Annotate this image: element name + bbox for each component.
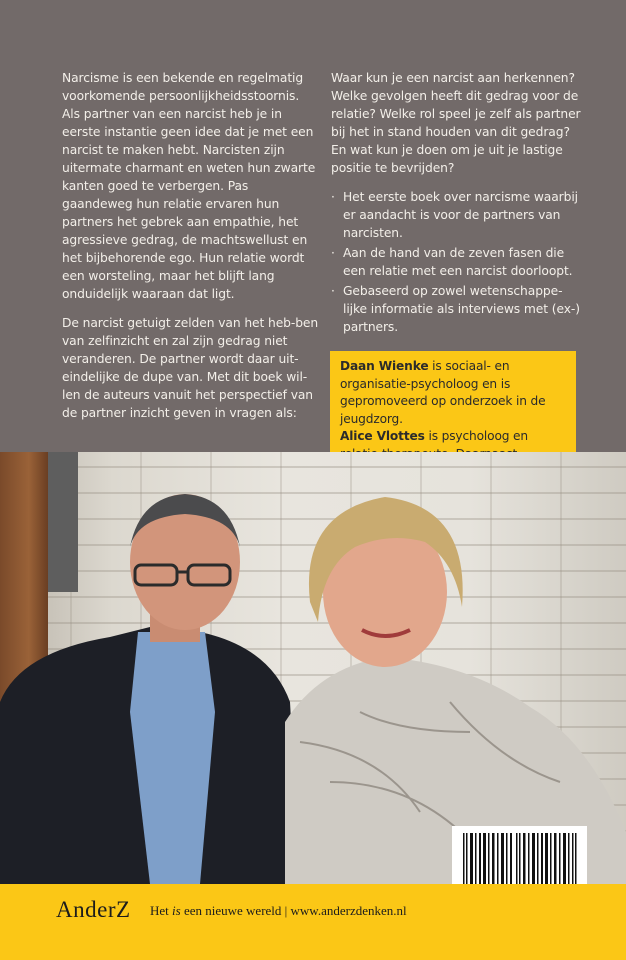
list-item: · Het eerste boek over narcisme waarbij er aandacht is voor de partners van narcisten.	[331, 188, 581, 242]
left-text-column	[62, 69, 320, 433]
author-photo	[0, 452, 626, 884]
author-1-bio: is sociaal- en organisatie-psycholoog en is gepromoveerd op onderzoek in de jeugdzorg.	[340, 359, 546, 426]
tagline-start: Het	[150, 903, 173, 918]
author-2-name: Alice Vlottes	[340, 429, 425, 444]
author-2-bio: is psycholoog en	[428, 429, 528, 444]
list-item: · Aan de hand van de zeven fasen die een relatie met een narcist doorloopt.	[331, 244, 581, 280]
intro-paragraph: Narcisme is een bekende en regelmatig voorkomende persoonlijkheidsstoornis. Als partner van een narcist heb je in eerste instantie geen idee dat je met een narcist te maken hebt. Narcisten zijn uitermate charmant en weten hun zwarte kanten goed te verbergen. Pas gaandeweg hun relatie ervaren hun partners het gebrek aan empathie, het agressieve gedrag, de machtswellust en het bijbehorende ego. Hun relatie wordt een worsteling, maar het blijft lang onduidelijk waaraan dat ligt.	[62, 71, 316, 301]
authors-figures	[0, 452, 626, 884]
author-1	[340, 358, 566, 428]
footer-tagline	[150, 903, 407, 919]
second-paragraph: De narcist getuigt zelden van het heb-ben van zelfinzicht en zal zijn gedrag niet veranderen. De partner wordt daar uit-eindelijke de dupe van. Met dit boek wil-len de auteurs vanuit het perspectief van de partner inzicht geven in vragen als:	[62, 316, 319, 420]
author-1-name: Daan Wienke	[340, 359, 429, 373]
feature-list	[331, 188, 581, 336]
right-text-column	[331, 69, 581, 338]
list-item: · Gebaseerd op zowel wetenschappe-lijke informatie als interviews met (ex-) partners.	[331, 282, 581, 336]
tagline-end: een nieuwe wereld | www.anderzdenken.nl	[180, 903, 407, 918]
questions-paragraph: Waar kun je een narcist aan herkennen? Welke gevolgen heeft dit gedrag voor de relatie? Welke rol speel je zelf als partner bij het in stand houden van dit gedrag? En wat kun je doen om je uit je lastige positie te bevrijden?	[331, 71, 581, 175]
tagline-emphasis: is	[172, 903, 181, 918]
publisher-logo: AnderZ	[56, 897, 131, 922]
